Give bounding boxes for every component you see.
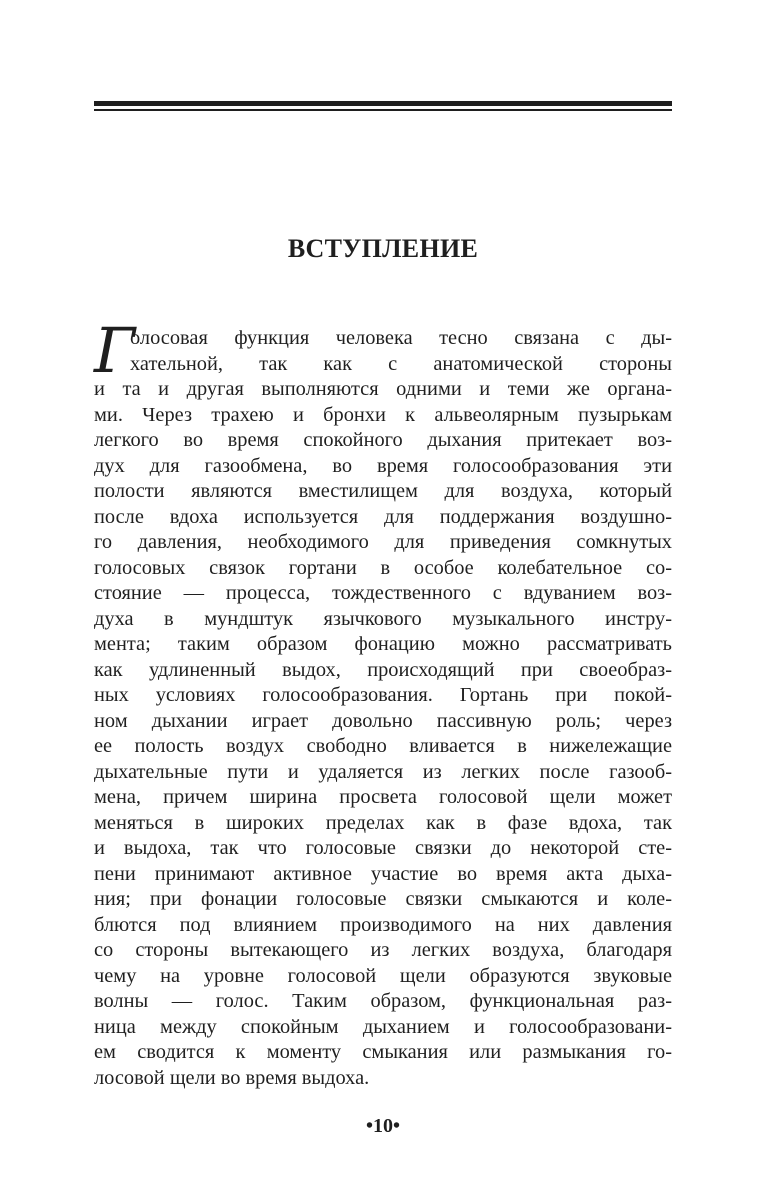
- text-line: ми. Через трахею и бронхи к альвеолярным пузырькам: [94, 403, 672, 426]
- text-line: полости являются вместилищем для воздуха, который: [94, 480, 672, 502]
- page-number: •10•: [365, 1115, 400, 1137]
- text-line: хательной, так как с анатомической стороны: [130, 352, 672, 375]
- text-line: мента; таким образом фонацию можно рассматривать: [94, 633, 672, 655]
- chapter-title: ВСТУПЛЕНИЕ: [287, 234, 479, 263]
- text-line: легкого во время спокойного дыхания притекает воз-: [94, 429, 672, 451]
- text-line: ном дыхании играет довольно пассивную роль; через: [94, 709, 672, 732]
- text-line: стояние — процесса, тождественного с вдуванием воз-: [94, 582, 672, 604]
- text-line: и выдоха, так что голосовые связки до некоторой сте-: [94, 837, 672, 859]
- text-line: блются под влиянием производимого на них давления: [94, 913, 672, 936]
- text-line: олосовая функция человека тесно связана с ды-: [130, 327, 672, 349]
- text-line: ния; при фонации голосовые связки смыкаются и коле-: [94, 888, 672, 910]
- text-line: как удлиненный выдох, происходящий при своеобраз-: [94, 658, 672, 681]
- text-line: чему на уровне голосовой щели образуются звуковые: [94, 964, 672, 987]
- text-line: ем сводится к моменту смыкания или размыкания го-: [94, 1041, 672, 1063]
- text-line: пени принимают активное участие во время акта дыха-: [94, 862, 672, 885]
- text-line: после вдоха используется для поддержания воздушно-: [94, 505, 672, 528]
- body-paragraph: [94, 314, 672, 1091]
- text-line: ница между спокойным дыханием и голосообразовани-: [94, 1015, 672, 1038]
- text-line: ее полость воздух свободно вливается в нижележащие: [94, 735, 672, 757]
- drop-cap: Г: [94, 314, 136, 387]
- text-line-last: лосовой щели во время выдоха.: [94, 1066, 370, 1089]
- text-line: дыхательные пути и удаляется из легких после газооб-: [94, 760, 672, 783]
- text-line: волны — голос. Таким образом, функциональная раз-: [94, 990, 672, 1012]
- text-line: голосовых связок гортани в особое колебательное со-: [94, 556, 672, 579]
- text-line: го давления, необходимого для приведения сомкнутых: [94, 531, 672, 553]
- text-line: духа в мундштук язычкового музыкального инстру-: [94, 607, 672, 630]
- header-rule-thin: [94, 109, 672, 111]
- text-line: со стороны вытекающего из легких воздуха, благодаря: [94, 939, 672, 961]
- text-line: и та и другая выполняются одними и теми же органа-: [94, 378, 672, 400]
- text-line: меняться в широких пределах как в фазе вдоха, так: [94, 811, 672, 834]
- text-line: мена, причем ширина просвета голосовой щели может: [94, 786, 672, 808]
- text-line: дух для газообмена, во время голосообразования эти: [94, 454, 672, 477]
- header-rule-thick: [94, 101, 672, 106]
- text-line: ных условиях голосообразования. Гортань при покой-: [94, 684, 672, 706]
